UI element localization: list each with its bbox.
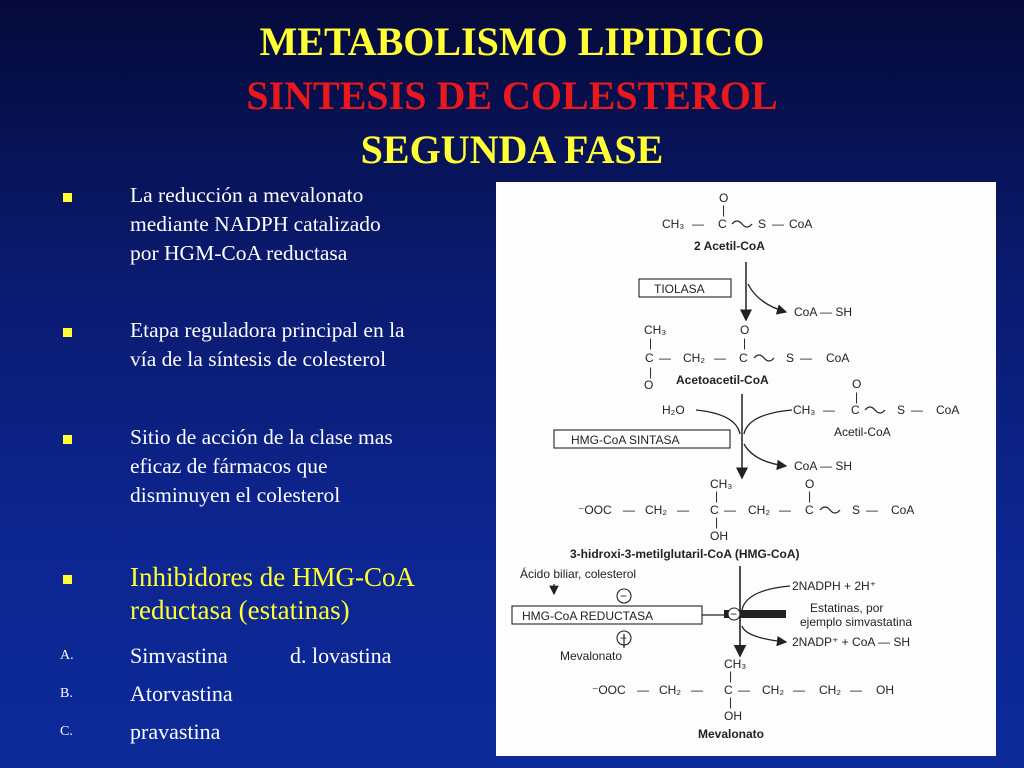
methylene-label: CH₂: [748, 503, 770, 517]
water-label: H₂O: [662, 403, 685, 417]
bond-dash: —: [692, 217, 704, 231]
sulfur-label: S: [852, 503, 861, 517]
statin-label-line-1: Estatinas, por: [810, 601, 884, 615]
bullet-item-2: [130, 316, 485, 374]
bullet-marker: [63, 435, 72, 444]
methylene-label: CH₂: [762, 683, 784, 697]
title-line-2: SINTESIS DE COLESTEROL: [246, 73, 778, 118]
bullet-line: Etapa reguladora principal en la: [130, 318, 405, 342]
oxygen-label: O: [719, 191, 729, 205]
carbon-label: C: [710, 503, 719, 517]
methylene-label: CH₂: [645, 503, 667, 517]
carboxylate-label: ⁻OOC: [578, 503, 612, 517]
sublist-marker-a: A.: [60, 648, 74, 663]
bullet-marker: [63, 193, 72, 202]
cofactor-input-arrow: [742, 586, 790, 610]
hmg-coa-formula: [570, 477, 914, 561]
carbon-label: C: [724, 683, 733, 697]
carboxylate-label: ⁻OOC: [592, 683, 626, 697]
bond-dash: —: [714, 351, 726, 365]
carbon-label: C: [851, 403, 860, 417]
sulfur-label: S: [897, 403, 906, 417]
bullet-line: eficaz de fármacos que: [130, 454, 328, 478]
bond-dash: —: [724, 503, 736, 517]
sulfur-label: S: [758, 217, 767, 231]
single-bond: |: [729, 669, 733, 683]
hmg-coa-name: 3-hidroxi-3-metilglutaril-CoA (HMG-CoA): [570, 547, 800, 561]
bullet-line: mediante NADPH catalizado: [130, 212, 381, 236]
minus-sign: −: [730, 607, 738, 621]
coa-label: CoA: [891, 503, 915, 517]
bond-dash: —: [800, 351, 812, 365]
bond-dash: —: [623, 503, 635, 517]
coa-label: CoA: [936, 403, 960, 417]
nadp-product-label: 2NADP⁺ + CoA — SH: [792, 635, 911, 649]
double-bond: |: [722, 203, 726, 217]
sublist-item-pravastina: pravastina: [130, 719, 221, 744]
bond-dash: —: [738, 683, 750, 697]
side-product-arrow: [744, 444, 786, 466]
acetyl-input-arrow: [744, 410, 792, 434]
thioester-bond: [820, 507, 840, 513]
oxygen-label: O: [644, 378, 654, 392]
thioester-bond: [754, 355, 774, 361]
bullet-line: La reducción a mevalonato: [130, 183, 364, 207]
sublist-marker-c: C.: [60, 724, 73, 739]
bond-dash: —: [772, 217, 784, 231]
bullet-line: por HGM-CoA reductasa: [130, 241, 348, 265]
title-line-3: SEGUNDA FASE: [360, 127, 664, 172]
hmg-reductasa-label: HMG-CoA REDUCTASA: [522, 609, 654, 623]
methylene-label: CH₂: [819, 683, 841, 697]
hydroxyl-label: OH: [724, 709, 742, 723]
nadph-label: 2NADPH + 2H⁺: [792, 579, 877, 593]
bullet-list: [0, 0, 490, 768]
title-line-1: METABOLISMO LIPIDICO: [259, 19, 765, 64]
bullet-item-1: [130, 181, 485, 268]
methyl-label: CH₃: [644, 323, 667, 337]
methyl-label: CH₃: [793, 403, 816, 417]
coa-label: CoA: [826, 351, 850, 365]
acetoacetyl-coa-name: Acetoacetil-CoA: [676, 373, 769, 387]
bile-acid-cholesterol-label: Ácido biliar, colesterol: [520, 567, 637, 581]
bond-dash: —: [823, 403, 835, 417]
carbon-label: C: [718, 217, 727, 231]
pathway-diagram: [496, 182, 996, 756]
double-bond: |: [715, 515, 719, 529]
oxygen-label: O: [852, 377, 862, 391]
hydroxyl-label: OH: [710, 529, 728, 543]
mevalonate-formula: [592, 657, 894, 741]
coash-product: CoA — SH: [794, 305, 853, 319]
hydroxyl-label: OH: [876, 683, 894, 697]
oxygen-label: O: [805, 477, 815, 491]
bond-dash: —: [779, 503, 791, 517]
side-product-arrow: [742, 626, 786, 642]
bullet-line: vía de la síntesis de colesterol: [130, 347, 387, 371]
single-bond: |: [715, 489, 719, 503]
oxygen-label: O: [740, 323, 750, 337]
minus-sign: −: [620, 589, 628, 603]
sublist-item-atorvastina: Atorvastina: [130, 681, 233, 706]
bond-dash: —: [637, 683, 649, 697]
sublist-item-simvastina: Simvastina: [130, 643, 228, 668]
mevalonate-feedback-label: Mevalonato: [560, 649, 623, 663]
methyl-label: CH₃: [724, 657, 747, 671]
tiolasa-label: TIOLASA: [654, 282, 705, 296]
methyl-label: CH₃: [710, 477, 733, 491]
thioester-bond: [732, 221, 752, 227]
bullet-line: Sitio de acción de la clase mas: [130, 425, 393, 449]
double-bond: |: [808, 489, 812, 503]
double-bond: |: [855, 390, 859, 404]
bond-dash: —: [850, 683, 862, 697]
methylene-label: CH₂: [659, 683, 681, 697]
acetyl-coa-name: Acetil-CoA: [834, 425, 891, 439]
single-bond: |: [649, 336, 653, 350]
methyl-label: CH₃: [662, 217, 685, 231]
single-bond: |: [729, 695, 733, 709]
hmg-sintasa-label: HMG-CoA SINTASA: [571, 433, 680, 447]
bullet-line: disminuyen el colesterol: [130, 483, 341, 507]
coa-label: CoA: [789, 217, 813, 231]
double-bond: |: [649, 365, 653, 379]
acetoacetyl-coa-formula: [644, 323, 849, 392]
sublist-marker-b: B.: [60, 686, 73, 701]
bond-dash: —: [911, 403, 923, 417]
coash-product: CoA — SH: [794, 459, 853, 473]
bullet-line: Inhibidores de HMG-CoA: [130, 562, 415, 592]
bullet-item-4: [130, 561, 490, 627]
carbon-label: C: [805, 503, 814, 517]
acetyl-coa-formula: [662, 191, 812, 253]
carbon-label: C: [645, 351, 654, 365]
side-product-arrow: [748, 284, 786, 312]
sublist-item-lovastina: d. lovastina: [290, 643, 392, 668]
carbon-label: C: [739, 351, 748, 365]
minus-sign: −: [620, 631, 628, 645]
bond-dash: —: [793, 683, 805, 697]
methylene-label: CH₂: [683, 351, 705, 365]
acetyl-coa-input: [793, 377, 959, 439]
bond-dash: —: [691, 683, 703, 697]
bullet-marker: [63, 328, 72, 337]
mevalonate-name: Mevalonato: [698, 727, 765, 741]
bullet-item-3: [130, 423, 485, 510]
bullet-line: reductasa (estatinas): [130, 595, 350, 625]
sulfur-label: S: [786, 351, 795, 365]
thioester-bond: [865, 407, 885, 413]
bullet-marker: [63, 575, 72, 584]
bond-dash: —: [659, 351, 671, 365]
statin-label-line-2: ejemplo simvastatina: [800, 615, 913, 629]
bond-dash: —: [677, 503, 689, 517]
acetyl-coa-name: 2 Acetil-CoA: [694, 239, 765, 253]
pathway-svg: [496, 182, 996, 756]
bond-dash: —: [866, 503, 878, 517]
double-bond: |: [743, 336, 747, 350]
